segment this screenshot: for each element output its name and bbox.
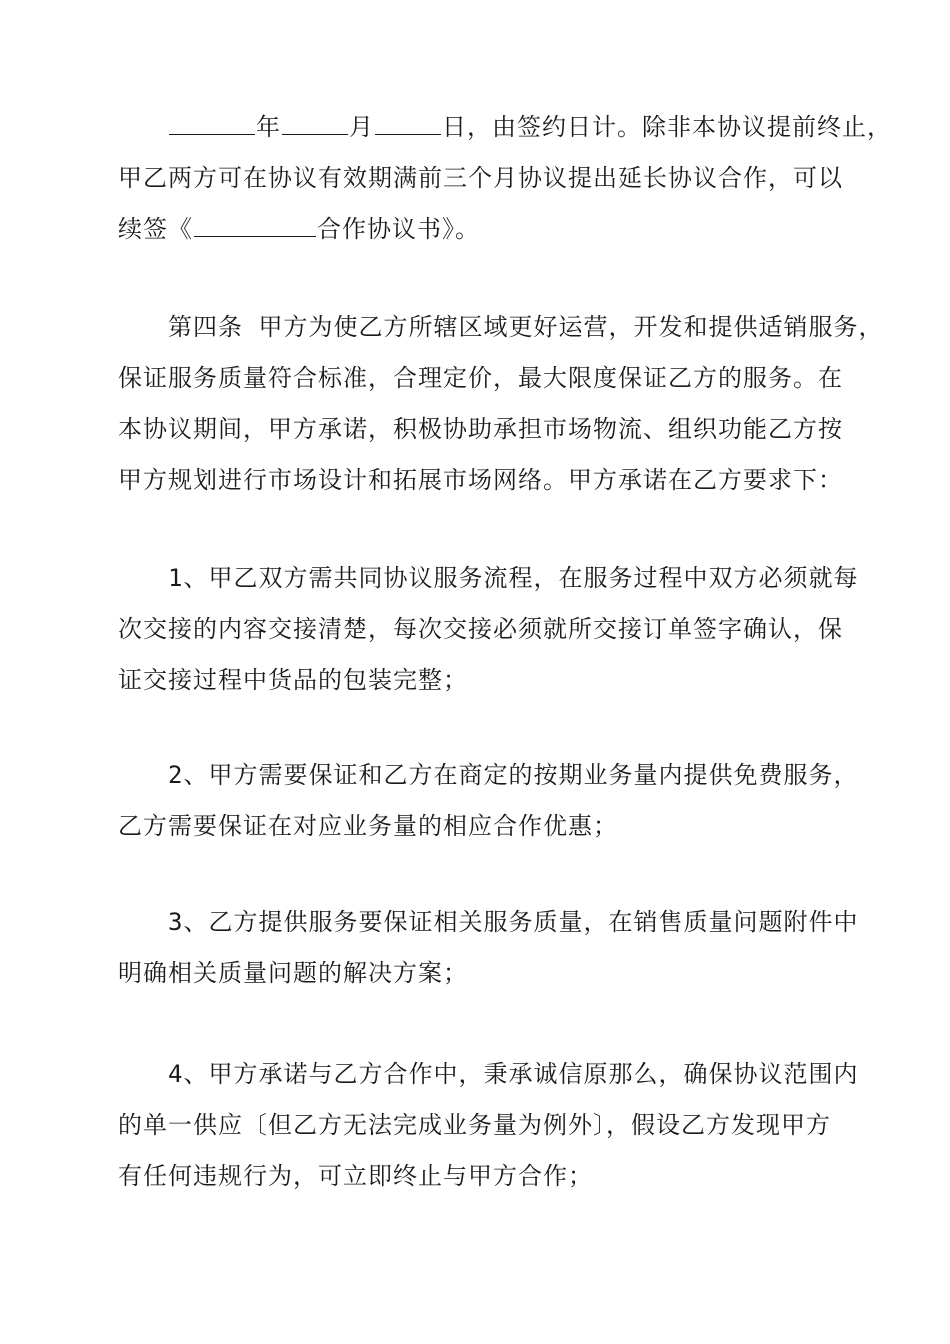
renew-prefix: 续签《 bbox=[118, 215, 193, 243]
day-blank bbox=[375, 104, 441, 135]
month-blank bbox=[282, 104, 348, 135]
item-2-paragraph bbox=[118, 750, 859, 852]
item-3-line: 3、乙方提供服务要保证相关服务质量，在销售质量问题附件中 bbox=[168, 908, 859, 936]
month-label: 月 bbox=[349, 113, 374, 141]
term-paragraph bbox=[118, 102, 892, 255]
item-4-line: 的单一供应〔但乙方无法完成业务量为例外〕，假设乙方发现甲方 bbox=[118, 1111, 831, 1139]
article-4-line: 本协议期间，甲方承诺，积极协助承担市场物流、组织功能乙方按 bbox=[118, 415, 843, 443]
item-2-line: 2、甲方需要保证和乙方在商定的按期业务量内提供免费服务， bbox=[168, 761, 859, 789]
year-label: 年 bbox=[256, 113, 281, 141]
term-line-1 bbox=[118, 102, 892, 153]
item-4-line: 有任何违规行为，可立即终止与甲方合作； bbox=[118, 1162, 593, 1190]
article-4-line: 第四条 甲方为使乙方所辖区域更好运营，开发和提供适销服务， bbox=[168, 313, 884, 341]
item-1-line: 1、甲乙双方需共同协议服务流程，在服务过程中双方必须就每 bbox=[168, 564, 859, 592]
year-blank bbox=[169, 104, 255, 135]
item-1-line: 次交接的内容交接清楚，每次交接必须就所交接订单签字确认，保 bbox=[118, 615, 843, 643]
renew-suffix: 合作协议书》。 bbox=[317, 215, 480, 243]
day-label-and-text: 日，由签约日计。除非本协议提前终止， bbox=[442, 113, 892, 141]
item-3-paragraph bbox=[118, 897, 859, 999]
term-line-2: 甲乙两方可在协议有效期满前三个月协议提出延长协议合作，可以 bbox=[118, 164, 843, 192]
article-4-line: 保证服务质量符合标准，合理定价，最大限度保证乙方的服务。在 bbox=[118, 364, 843, 392]
item-1-paragraph bbox=[118, 553, 859, 706]
item-2-line: 乙方需要保证在对应业务量的相应合作优惠； bbox=[118, 812, 618, 840]
article-4-line: 甲方规划进行市场设计和拓展市场网络。甲方承诺在乙方要求下： bbox=[118, 466, 843, 494]
article-4-paragraph bbox=[118, 302, 884, 506]
term-line-3 bbox=[118, 204, 838, 255]
agreement-name-blank bbox=[194, 206, 316, 237]
item-1-line: 证交接过程中货品的包装完整； bbox=[118, 666, 468, 694]
item-3-line: 明确相关质量问题的解决方案； bbox=[118, 959, 468, 987]
item-4-line: 4、甲方承诺与乙方合作中，秉承诚信原那么，确保协议范围内 bbox=[168, 1060, 859, 1088]
item-4-paragraph bbox=[118, 1049, 859, 1202]
